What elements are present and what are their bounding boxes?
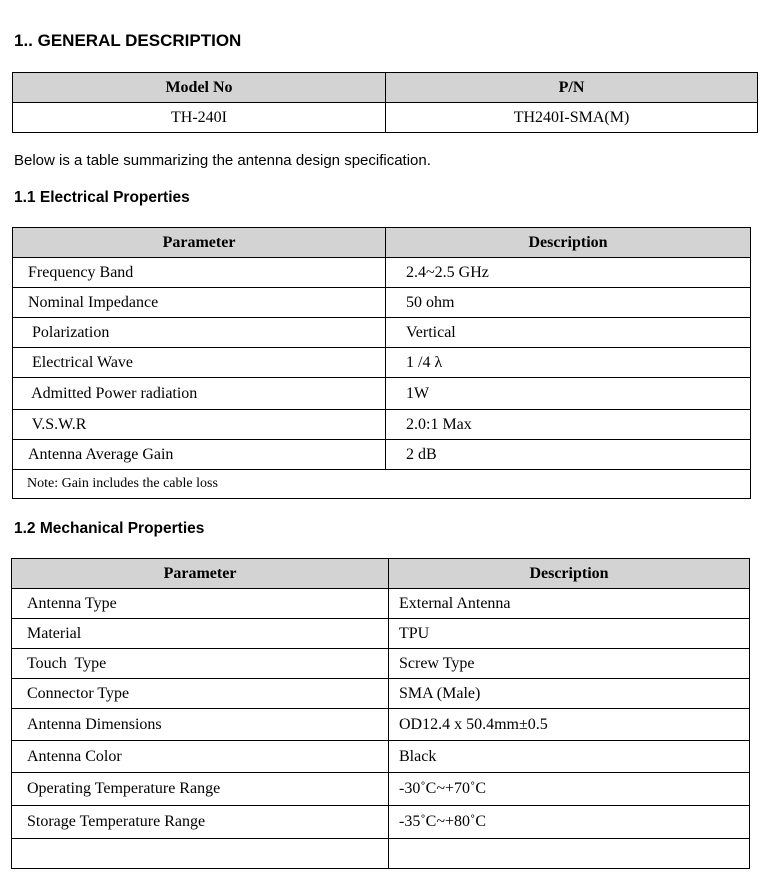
parameter-cell: Antenna Type [12,589,389,619]
table-header-row [13,228,751,258]
table-row [12,589,750,619]
description-cell: 2 dB [386,440,751,470]
table-row [13,378,751,410]
description-header: Description [386,228,751,258]
parameter-cell: Operating Temperature Range [12,773,389,806]
description-cell: 2.0:1 Max [386,410,751,440]
description-cell: Screw Type [389,649,750,679]
model-table [12,72,758,133]
table-note-row [13,470,751,499]
description-cell: 1W [386,378,751,410]
mechanical-properties-table [11,558,750,869]
description-cell: OD12.4 x 50.4mm±0.5 [389,709,750,741]
table-row [12,709,750,741]
parameter-header: Parameter [12,559,389,589]
model-no-value: TH-240I [13,103,386,133]
table-row [12,806,750,839]
description-cell: Vertical [386,318,751,348]
description-cell: TPU [389,619,750,649]
description-cell [389,839,750,869]
table-row [13,288,751,318]
electrical-properties-table [12,227,751,499]
parameter-cell: Nominal Impedance [13,288,386,318]
table-row [13,258,751,288]
gain-note: Note: Gain includes the cable loss [13,470,751,499]
table-row [12,649,750,679]
parameter-cell: Admitted Power radiation [13,378,386,410]
description-cell: SMA (Male) [389,679,750,709]
parameter-cell: Polarization [13,318,386,348]
parameter-header: Parameter [13,228,386,258]
table-header-row [12,559,750,589]
parameter-cell: Antenna Average Gain [13,440,386,470]
description-cell: External Antenna [389,589,750,619]
parameter-cell: Touch Type [12,649,389,679]
section-title-electrical: 1.1 Electrical Properties [14,189,190,206]
table-row [12,773,750,806]
pn-value: TH240I-SMA(M) [386,103,758,133]
model-table-row [13,103,758,133]
description-cell: -35˚C~+80˚C [389,806,750,839]
model-no-header: Model No [13,73,386,103]
table-row [13,348,751,378]
table-row [13,410,751,440]
table-row [12,741,750,773]
parameter-cell: Connector Type [12,679,389,709]
table-row-empty [12,839,750,869]
section-title-mechanical: 1.2 Mechanical Properties [14,520,205,537]
description-cell: 2.4~2.5 GHz [386,258,751,288]
parameter-cell: Antenna Color [12,741,389,773]
parameter-cell: Electrical Wave [13,348,386,378]
parameter-cell: Storage Temperature Range [12,806,389,839]
description-cell: 1 /4 λ [386,348,751,378]
pn-header: P/N [386,73,758,103]
parameter-cell: Frequency Band [13,258,386,288]
description-cell: Black [389,741,750,773]
table-row [13,318,751,348]
parameter-cell: Antenna Dimensions [12,709,389,741]
description-header: Description [389,559,750,589]
intro-text: Below is a table summarizing the antenna design specification. [14,152,431,169]
parameter-cell [12,839,389,869]
parameter-cell: Material [12,619,389,649]
description-cell: -30˚C~+70˚C [389,773,750,806]
table-row [13,440,751,470]
table-row [12,679,750,709]
section-title-general-description: 1.. GENERAL DESCRIPTION [14,31,242,50]
parameter-cell: V.S.W.R [13,410,386,440]
description-cell: 50 ohm [386,288,751,318]
table-row [12,619,750,649]
model-table-header [13,73,758,103]
